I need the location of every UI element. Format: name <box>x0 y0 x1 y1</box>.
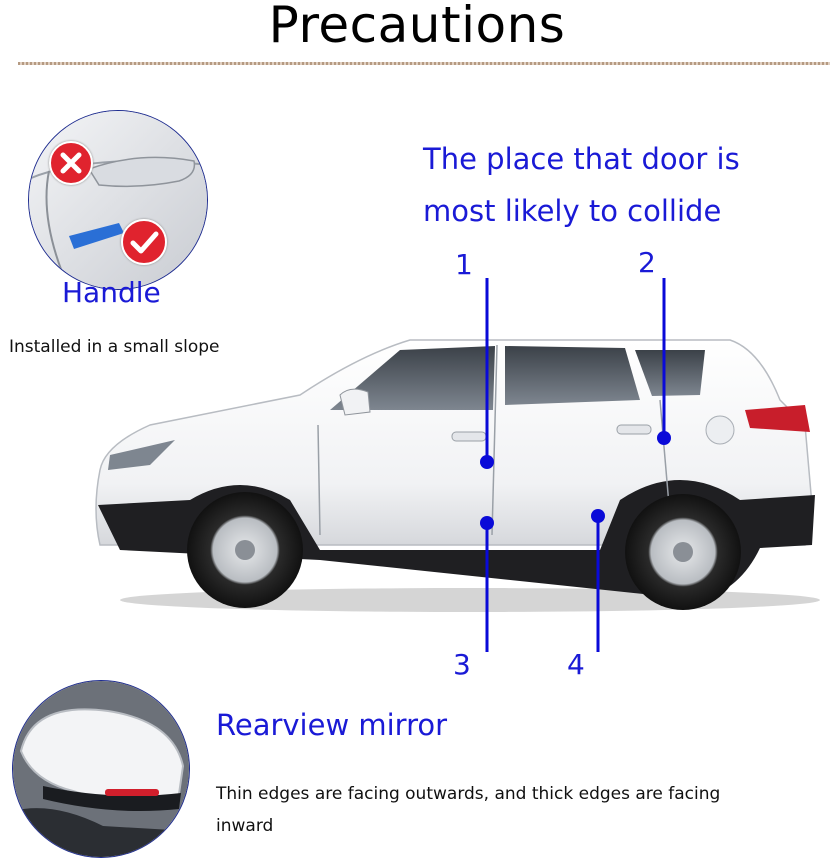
mirror-heading: Rearview mirror <box>216 708 448 742</box>
marker-4-dot <box>591 509 605 523</box>
handle-caption: Installed in a small slope <box>9 337 220 357</box>
marker-2-label: 2 <box>638 246 656 279</box>
mirror-illustration <box>12 680 190 858</box>
handle-heading: Handle <box>62 276 161 309</box>
marker-1-label: 1 <box>455 248 473 281</box>
marker-3-dot <box>480 516 494 530</box>
page-title: Precautions <box>268 0 566 54</box>
mirror-caption-line-1: Thin edges are facing outwards, and thick edges are facing <box>216 784 721 804</box>
marker-1-dot <box>480 455 494 469</box>
marker-3-label: 3 <box>453 648 471 681</box>
mirror-photo <box>13 681 189 857</box>
marker-4-label: 4 <box>567 648 585 681</box>
collision-tagline-2: most likely to collide <box>423 194 722 228</box>
collision-tagline-1: The place that door is <box>423 142 740 176</box>
marker-2-dot <box>657 431 671 445</box>
mirror-caption-line-2: inward <box>216 816 274 836</box>
